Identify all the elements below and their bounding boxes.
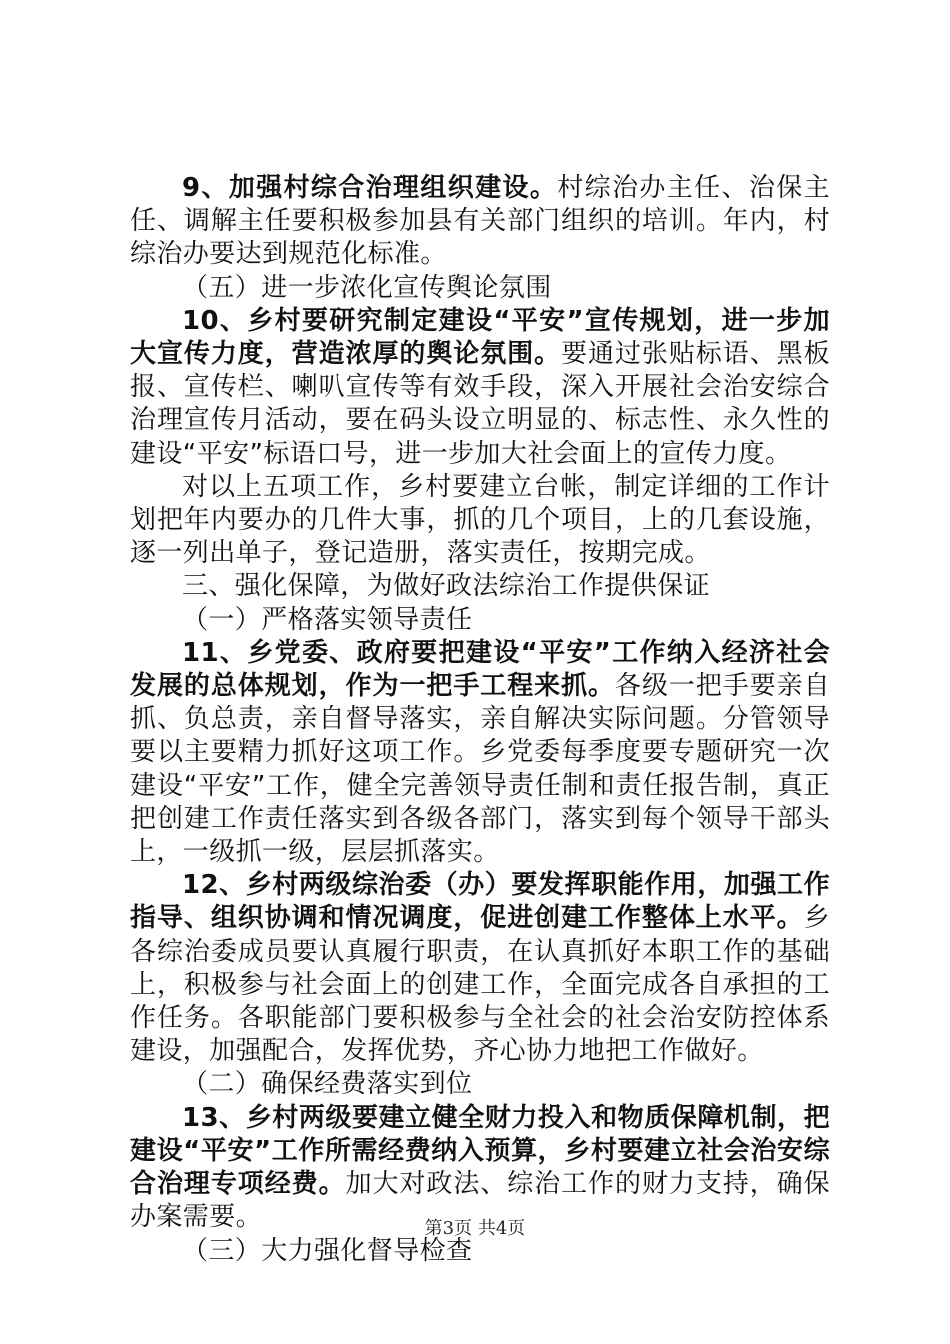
section-heading-3-3: （三）大力强化督导检查: [182, 1235, 473, 1266]
paragraph-text: 村综治办主任、治保主任、调解主任要积极参加县有关部门组织的培训。年内，村综治办要达到规范化标准。: [130, 173, 830, 270]
section-heading-3-1: （一）严格落实领导责任: [182, 604, 473, 635]
paragraph-11: [130, 637, 830, 869]
chapter-heading-3: 三、强化保障，为做好政法综治工作提供保证: [182, 571, 711, 602]
paragraph-text: 对以上五项工作，乡村要建立台帐，制定详细的工作计划把年内要办的几件大事，抓的几个项目，上的几套设施，逐一列出单子，登记造册，落实责任，按期完成。: [130, 471, 830, 569]
paragraph-summary: [130, 471, 830, 571]
paragraph-9: [130, 172, 830, 272]
paragraph-12: [130, 869, 830, 1068]
paragraph-10: [130, 305, 830, 471]
paragraph-text: 各级一把手要亲自抓、负总责，亲自督导落实，亲自解决实际问题。分管领导要以主要精力抓好这项工作。乡党委每季度要专题研究一次建设“平安”工作，健全完善领导责任制和责任报告制，真正把创建工作责任落实到各级各部门，落实到每个领导干部头上，一级抓一级，层层抓落实。: [130, 671, 831, 868]
paragraph-lead: 13、乡村两级要建立健全财力投入和物质保障机制，把建设“平安”工作所需经费纳入预算，乡村要建立社会治安综合治理专项经费。: [130, 1102, 830, 1200]
paragraph-text: 乡各综治委成员要认真履行职责，在认真抓好本职工作的基础上，积极参与社会面上的创建工作，全面完成各自承担的工作任务。各职能部门要积极参与全社会的社会治安防控体系建设，加强配合，发挥优势，齐心协力地把工作做好。: [130, 903, 830, 1067]
paragraph-text: 加大对政法、综治工作的财力支持，确保办案需要。: [130, 1169, 831, 1233]
page-footer: 第3页 共4页: [424, 1218, 526, 1239]
paragraph-text: 要通过张贴标语、黑板报、宣传栏、喇叭宣传等有效手段，深入开展社会治安综合治理宣传月活动，要在码头设立明显的、标志性、永久性的建设“平安”标语口号，进一步加大社会面上的宣传力度。: [130, 339, 830, 469]
section-heading-5: （五）进一步浓化宣传舆论氛围: [182, 272, 552, 303]
paragraph-lead: 10、乡村要研究制定建设“平安”宣传规划，进一步加大宣传力度，营造浓厚的舆论氛围。: [130, 305, 830, 370]
paragraph-lead: 11、乡党委、政府要把建设“平安”工作纳入经济社会发展的总体规划，作为一把手工程来抓。: [130, 637, 830, 702]
section-heading-3-2: （二）确保经费落实到位: [182, 1069, 473, 1100]
document-body: [130, 172, 830, 1268]
paragraph-lead: 12、乡村两级综治委（办）要发挥职能作用，加强工作指导、组织协调和情况调度，促进创建工作整体上水平。: [130, 870, 830, 934]
paragraph-lead: 9、加强村综合治理组织建设。: [182, 173, 558, 203]
